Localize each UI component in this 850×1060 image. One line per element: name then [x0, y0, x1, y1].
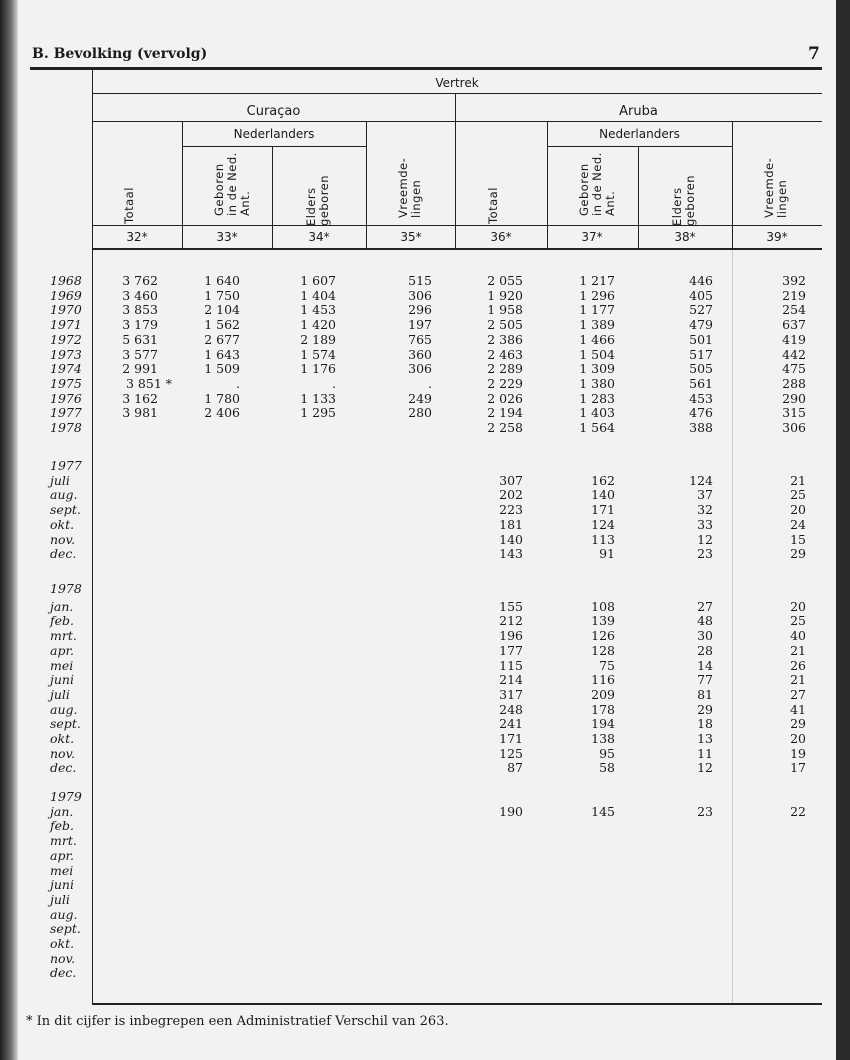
row-label: 1971	[50, 317, 82, 333]
table-cell: 3 981	[122, 405, 158, 421]
table-cell: 77	[697, 672, 713, 688]
table-cell: 360	[408, 346, 432, 362]
table-cell: .	[428, 375, 432, 391]
table-cell: 87	[507, 760, 523, 776]
row-label: 1978	[50, 581, 82, 596]
row-label: sept.	[50, 502, 81, 518]
table-row	[0, 532, 850, 547]
row-label: dec.	[50, 546, 77, 562]
column-header: Geboren in de Ned. Ant.	[577, 152, 617, 216]
table-cell: 1 466	[579, 331, 615, 347]
table-cell: 505	[689, 361, 713, 377]
table-cell: 1 295	[300, 405, 336, 421]
row-label: sept.	[50, 716, 81, 732]
table-cell: 37	[697, 487, 713, 503]
table-cell: 223	[499, 502, 523, 518]
table-cell: 24	[790, 516, 806, 532]
table-row	[0, 420, 850, 435]
row-label: nov.	[50, 745, 76, 761]
table-row	[0, 892, 850, 907]
rule	[92, 225, 822, 226]
table-cell: 171	[499, 731, 523, 746]
year-block-header	[0, 789, 850, 804]
table-cell: 40	[790, 628, 806, 644]
table-cell: 3 762	[122, 273, 158, 288]
table-cell: 108	[591, 598, 615, 614]
table-cell: 2 055	[487, 273, 523, 288]
table-cell: 33	[697, 516, 713, 532]
table-cell: 58	[599, 760, 615, 776]
table-cell: 75	[599, 657, 615, 673]
row-label: 1976	[50, 390, 82, 406]
row-label: juli	[50, 472, 70, 488]
table-cell: 280	[408, 405, 432, 421]
table-cell: 317	[499, 686, 523, 702]
column-number: 37*	[581, 230, 603, 244]
row-label: 1979	[50, 789, 82, 804]
table-cell: 29	[697, 701, 713, 717]
table-cell: 419	[782, 331, 806, 347]
table-cell: 1 780	[204, 390, 240, 406]
table-cell: 23	[697, 803, 713, 819]
table-cell: 41	[790, 701, 806, 717]
table-cell: 1 574	[300, 346, 336, 362]
row-label: 1977	[50, 458, 82, 473]
table-cell: 21	[790, 642, 806, 658]
table-row	[0, 936, 850, 951]
table-cell: 1 504	[579, 346, 615, 362]
section-title: B. Bevolking (vervolg)	[32, 46, 208, 62]
table-cell: 2 991	[122, 361, 158, 377]
table-cell: 12	[697, 760, 713, 776]
table-cell: 181	[499, 516, 523, 532]
row-label: 1972	[50, 331, 82, 347]
table-cell: 2 677	[204, 331, 240, 347]
table-cell: 48	[697, 613, 713, 629]
table-cell: 15	[790, 531, 806, 547]
table-cell: 25	[790, 487, 806, 503]
row-label: mrt.	[50, 628, 77, 644]
table-row	[0, 273, 850, 288]
column-header: Elders geboren	[670, 174, 697, 226]
table-cell: 22	[790, 803, 806, 819]
footnote: * In dit cijfer is inbegrepen een Administratief Verschil van 263.	[26, 1014, 449, 1029]
table-cell: 1 380	[579, 375, 615, 391]
table-row	[0, 405, 850, 420]
table-cell: 315	[782, 405, 806, 421]
row-label: 1974	[50, 361, 82, 377]
table-cell: 479	[689, 317, 713, 333]
table-cell: 81	[697, 686, 713, 702]
rule	[92, 248, 822, 250]
table-cell: 3 853	[122, 302, 158, 318]
row-label: aug.	[50, 487, 78, 503]
table-cell: 1 403	[579, 405, 615, 421]
table-cell: 124	[591, 516, 615, 532]
table-cell: 241	[499, 716, 523, 732]
table-cell: 1 607	[300, 273, 336, 288]
table-cell: 254	[782, 302, 806, 318]
table-cell: 162	[591, 472, 615, 488]
row-label: 1975	[50, 375, 82, 391]
table-row	[0, 863, 850, 878]
table-cell: 296	[408, 302, 432, 318]
table-cell: 5 631	[122, 331, 158, 347]
table-cell: 1 283	[579, 390, 615, 406]
table-cell: 171	[591, 502, 615, 518]
table-row	[0, 702, 850, 717]
table-cell: 17	[790, 760, 806, 776]
year-block-header	[0, 458, 850, 473]
table-cell: 125	[499, 745, 523, 761]
table-cell: 26	[790, 657, 806, 673]
table-cell: 306	[408, 361, 432, 377]
table-row	[0, 487, 850, 502]
table-cell: 1 176	[300, 361, 336, 377]
table-row	[0, 628, 850, 643]
table-row	[0, 361, 850, 376]
row-label: juli	[50, 686, 70, 702]
table-cell: 446	[689, 273, 713, 288]
column-number: 32*	[126, 230, 148, 244]
table-cell: 202	[499, 487, 523, 503]
table-cell: 2 194	[487, 405, 523, 421]
table-cell: 116	[591, 672, 615, 688]
table-cell: 2 406	[204, 405, 240, 421]
rule	[182, 146, 366, 147]
table-cell: 27	[790, 686, 806, 702]
table-row	[0, 746, 850, 761]
row-label: 1978	[50, 420, 82, 435]
table-cell: 14	[697, 657, 713, 673]
table-row	[0, 302, 850, 317]
row-label: juli	[50, 891, 70, 907]
table-cell: 561	[689, 375, 713, 391]
table-row	[0, 288, 850, 303]
divider	[272, 146, 273, 250]
table-cell: 91	[599, 546, 615, 562]
table-cell: 306	[782, 420, 806, 435]
table-cell: 29	[790, 546, 806, 562]
table-cell: 1 296	[579, 287, 615, 303]
table-row	[0, 951, 850, 966]
table-cell: 155	[499, 598, 523, 614]
table-cell: 637	[782, 317, 806, 333]
row-label: aug.	[50, 701, 78, 717]
row-label: nov.	[50, 950, 76, 966]
column-number: 35*	[400, 230, 422, 244]
table-cell: 307	[499, 472, 523, 488]
row-label: 1977	[50, 405, 82, 421]
table-cell: 1 309	[579, 361, 615, 377]
row-label: okt.	[50, 936, 75, 951]
row-label: 1968	[50, 273, 82, 288]
column-header: Totaal	[122, 187, 136, 224]
divider	[366, 121, 367, 250]
divider	[638, 146, 639, 250]
table-cell: 145	[591, 803, 615, 819]
year-block-header	[0, 581, 850, 596]
table-row	[0, 502, 850, 517]
table-cell: 1 920	[487, 287, 523, 303]
column-header: Geboren in de Ned. Ant.	[212, 152, 252, 216]
table-bottom-rule	[92, 1003, 822, 1005]
table-cell: 12	[697, 531, 713, 547]
table-row	[0, 818, 850, 833]
table-cell: 1 564	[579, 420, 615, 435]
table-cell: 143	[499, 546, 523, 562]
table-cell: 1 217	[579, 273, 615, 288]
row-label: apr.	[50, 847, 75, 863]
table-cell: 1 389	[579, 317, 615, 333]
table-cell: 21	[790, 472, 806, 488]
table-cell: 2 289	[487, 361, 523, 377]
row-label: okt.	[50, 516, 75, 532]
table-row	[0, 473, 850, 488]
table-cell: 27	[697, 598, 713, 614]
rule	[92, 121, 822, 122]
table-cell: 2 258	[487, 420, 523, 435]
subgroup-header-nederlanders: Nederlanders	[233, 127, 315, 141]
table-row	[0, 672, 850, 687]
column-number: 34*	[308, 230, 330, 244]
table-cell: 3 460	[122, 287, 158, 303]
table-row	[0, 760, 850, 775]
table-cell: 209	[591, 686, 615, 702]
table-cell: 21	[790, 672, 806, 688]
table-row	[0, 599, 850, 614]
table-row	[0, 376, 850, 391]
table-row	[0, 347, 850, 362]
table-cell: 2 104	[204, 302, 240, 318]
table-row	[0, 833, 850, 848]
table-cell: 140	[591, 487, 615, 503]
column-number: 33*	[216, 230, 238, 244]
table-cell: 2 229	[487, 375, 523, 391]
table-cell: 501	[689, 331, 713, 347]
table-row	[0, 877, 850, 892]
table-cell: 3 179	[122, 317, 158, 333]
table-cell: 1 958	[487, 302, 523, 318]
table-cell: 113	[591, 531, 615, 547]
table-cell: 453	[689, 390, 713, 406]
row-label: jan.	[50, 803, 74, 819]
row-label: 1973	[50, 346, 82, 362]
table-cell: 1 643	[204, 346, 240, 362]
table-cell: 1 420	[300, 317, 336, 333]
table-cell: 219	[782, 287, 806, 303]
table-row	[0, 731, 850, 746]
column-header: Vreemde-lingen	[762, 157, 789, 218]
table-row	[0, 317, 850, 332]
table-row	[0, 613, 850, 628]
table-cell: 115	[499, 657, 523, 673]
table-cell: 194	[591, 716, 615, 732]
table-cell: 18	[697, 716, 713, 732]
table-cell: 1 177	[579, 302, 615, 318]
row-label: dec.	[50, 760, 77, 776]
table-cell: 20	[790, 502, 806, 518]
table-cell: 124	[689, 472, 713, 488]
column-number: 38*	[674, 230, 696, 244]
table-cell: 2 505	[487, 317, 523, 333]
table-cell: 2 189	[300, 331, 336, 347]
row-label: jan.	[50, 598, 74, 614]
table-cell: 515	[408, 273, 432, 288]
table-cell: 1 404	[300, 287, 336, 303]
region-header-aruba: Aruba	[619, 104, 658, 119]
table-row	[0, 687, 850, 702]
table-cell: 139	[591, 613, 615, 629]
table-cell: 2 386	[487, 331, 523, 347]
table-cell: 13	[697, 731, 713, 746]
rule	[547, 146, 732, 147]
row-label: apr.	[50, 642, 75, 658]
table-cell: 476	[689, 405, 713, 421]
row-label: aug.	[50, 906, 78, 922]
table-cell: 475	[782, 361, 806, 377]
table-row	[0, 921, 850, 936]
table-row	[0, 804, 850, 819]
column-header: Elders geboren	[304, 174, 331, 226]
table-cell: 1 750	[204, 287, 240, 303]
table-row	[0, 517, 850, 532]
table-cell: 1 640	[204, 273, 240, 288]
table-cell: 517	[689, 346, 713, 362]
table-row	[0, 391, 850, 406]
table-row	[0, 546, 850, 561]
table-cell: 25	[790, 613, 806, 629]
row-label: feb.	[50, 818, 74, 834]
table-cell: 28	[697, 642, 713, 658]
table-row	[0, 848, 850, 863]
subgroup-header-nederlanders: Nederlanders	[599, 127, 680, 141]
table-cell: 3 577	[122, 346, 158, 362]
row-label: mei	[50, 657, 74, 673]
table-cell: 197	[408, 317, 432, 333]
table-cell: 248	[499, 701, 523, 717]
table-cell: 1 133	[300, 390, 336, 406]
row-label: feb.	[50, 613, 74, 629]
table-cell: 249	[408, 390, 432, 406]
column-number: 39*	[766, 230, 788, 244]
row-label: sept.	[50, 921, 81, 937]
table-cell: 3 851 *	[125, 375, 172, 391]
table-cell: 405	[689, 287, 713, 303]
table-cell: 11	[697, 745, 713, 761]
table-cell: 306	[408, 287, 432, 303]
table-cell: 190	[499, 803, 523, 819]
table-cell: 30	[697, 628, 713, 644]
table-cell: 3 162	[122, 390, 158, 406]
table-cell: 765	[408, 331, 432, 347]
table-cell: 214	[499, 672, 523, 688]
table-cell: 388	[689, 420, 713, 435]
table-cell: 20	[790, 598, 806, 614]
table-row	[0, 332, 850, 347]
table-cell: 290	[782, 390, 806, 406]
column-header: Vreemde-lingen	[396, 157, 423, 218]
table-cell: 2 026	[487, 390, 523, 406]
row-label: juni	[50, 672, 74, 688]
table-cell: 19	[790, 745, 806, 761]
page-number: 7	[808, 44, 820, 64]
row-label: 1969	[50, 287, 82, 303]
table-cell: 177	[499, 642, 523, 658]
row-label: mei	[50, 862, 74, 878]
table-cell: 442	[782, 346, 806, 362]
region-header-curacao: Curaçao	[246, 104, 301, 119]
table-cell: 288	[782, 375, 806, 391]
column-header: Totaal	[486, 187, 500, 224]
table-cell: 32	[697, 502, 713, 518]
table-cell: 2 463	[487, 346, 523, 362]
row-label: okt.	[50, 731, 75, 746]
table-cell: 23	[697, 546, 713, 562]
table-cell: 1 562	[204, 317, 240, 333]
table-cell: 527	[689, 302, 713, 318]
column-number: 36*	[490, 230, 512, 244]
table-row	[0, 907, 850, 922]
table-cell: 1 509	[204, 361, 240, 377]
table-row	[0, 643, 850, 658]
table-cell: 140	[499, 531, 523, 547]
table-cell: 178	[591, 701, 615, 717]
table-cell: 138	[591, 731, 615, 746]
header-rule	[30, 67, 822, 70]
table-cell: .	[332, 375, 336, 391]
table-cell: 128	[591, 642, 615, 658]
table-row	[0, 658, 850, 673]
rule	[92, 93, 822, 94]
table-cell: 196	[499, 628, 523, 644]
table-row	[0, 965, 850, 980]
table-cell: 126	[591, 628, 615, 644]
table-cell: 1 453	[300, 302, 336, 318]
table-row	[0, 716, 850, 731]
row-label: mrt.	[50, 833, 77, 849]
row-label: dec.	[50, 965, 77, 981]
table-cell: 20	[790, 731, 806, 746]
group-header-vertrek: Vertrek	[435, 76, 479, 90]
table-cell: 95	[599, 745, 615, 761]
table-cell: .	[236, 375, 240, 391]
row-label: nov.	[50, 531, 76, 547]
table-cell: 392	[782, 273, 806, 288]
row-label: 1970	[50, 302, 82, 318]
table-cell: 212	[499, 613, 523, 629]
row-label: juni	[50, 877, 74, 893]
table-cell: 29	[790, 716, 806, 732]
divider	[732, 121, 733, 250]
